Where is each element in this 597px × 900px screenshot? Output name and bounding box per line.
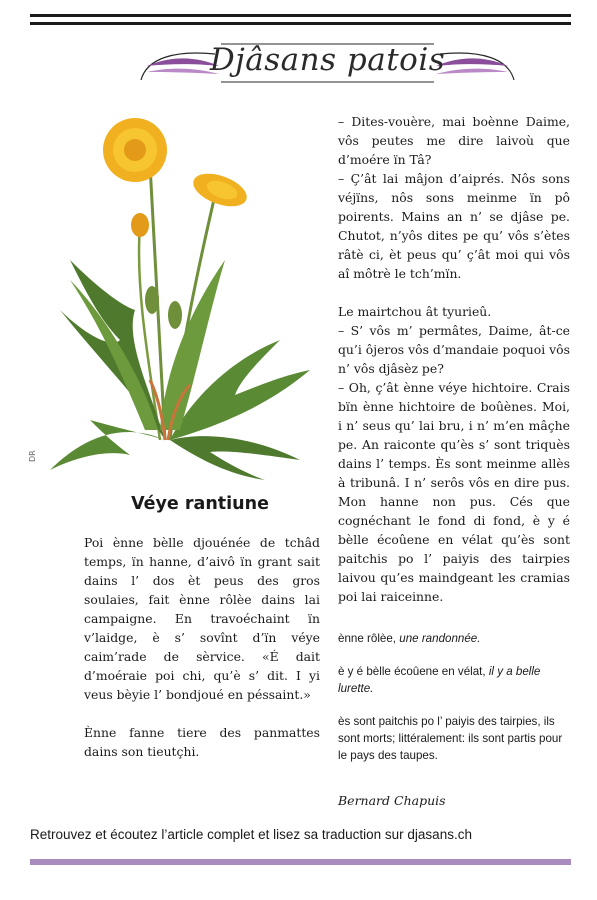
top-rule: [30, 14, 571, 17]
story-title: Véye rantiune: [131, 494, 269, 514]
dialogue-paragraph: – Ç’ât lai mâjon d’aiprés. Nôs sons véjïns, nôs sons meinme ïn pô poirents. Mains an n’ se djâse pe. Chutot, n’yôs dites pe qu’ vôs s’ètes râtè ci, èt peus qu’ ç’ât moi qui vôs aî môtrè le tch’mïn.: [338, 171, 570, 281]
left-column: [84, 533, 320, 761]
bottom-rule: [30, 859, 571, 865]
author-signature: Bernard Chapuis: [338, 793, 446, 808]
dialogue-paragraph: – Oh, ç’ât ènne véye hichtoire. Crais bïn ènne hichtoire de boûènes. Moi, i n’ seus qu’ lai bru, i n’ m’en mâçhe pe. An raiconte qu’ès s’ sont triquès dains l’ temps. Ès sont meinme allès à tribunâ. I n’ serôs vôs en dire pus. Mon hanne non pus. Cés que cognéchant le fond di fond, è y é bèlle écoûene en vélat qu’ès sont paitchis po l’ paiyis des tairpies laivou qu’es maindgeant les cramias poi lai raiceinne.: [338, 380, 570, 604]
glossary-term: ès sont paitchis po l’ paiyis des tairpies, ils sont morts; littéralement: ils sont partis pour le pays des taupes.: [338, 715, 563, 762]
footer-link-text[interactable]: Retrouvez et écoutez l’article complet et lisez sa traduction sur djasans.ch: [30, 827, 472, 842]
image-credit: DR: [28, 450, 37, 462]
glossary-note: [338, 713, 570, 764]
glossary-term: ènne rôlèe,: [338, 632, 400, 645]
glossary-translation: il y a belle lurette.: [338, 665, 541, 695]
glossary-term: è y é bèlle écoûene en vélat,: [338, 665, 489, 678]
dialogue-paragraph: – S’ vôs m’ permâtes, Daime, ât-ce qu’i ôjeros vôs d’mandaie poquoi vôs n’ vôs djâsèz pe?: [338, 323, 570, 376]
dialogue-paragraph: Le mairtchou ât tyurieû.: [338, 304, 492, 319]
story-paragraph: Ènne fanne tiere des panmattes dains son tieutçhi.: [84, 725, 320, 759]
glossary-notes: [338, 630, 570, 780]
masthead-banner: [135, 36, 520, 92]
glossary-note: [338, 663, 570, 697]
dandelion-icon: [40, 110, 325, 480]
right-column: [338, 112, 570, 606]
dandelion-illustration: [40, 110, 325, 480]
glossary-translation: une randonnée.: [399, 632, 481, 645]
top-rule-secondary: [30, 22, 571, 25]
story-paragraph: Poi ènne bèlle djouénée de tchâd temps, ïn hanne, d’aivô ïn grant sait dains l’ dos èt peus des gros soulaies, fait ènne rôlèe dains lai campaigne. En travoéchaint ïn v’laidge, è s’ sovînt d’ïn véye caim’rade de sèrvice. «É dait d’moéraie poi chi, qu’è s’ dit. I yi veus bèyie l’ bondjoué en péssaint.»: [84, 535, 320, 702]
masthead-title: Djâsans patois: [209, 42, 446, 78]
dialogue-paragraph: – Dites-vouère, mai boènne Daime, vôs peutes me dire laivoù que d’moére ïn Tâ?: [338, 114, 570, 167]
glossary-note: [338, 630, 570, 647]
